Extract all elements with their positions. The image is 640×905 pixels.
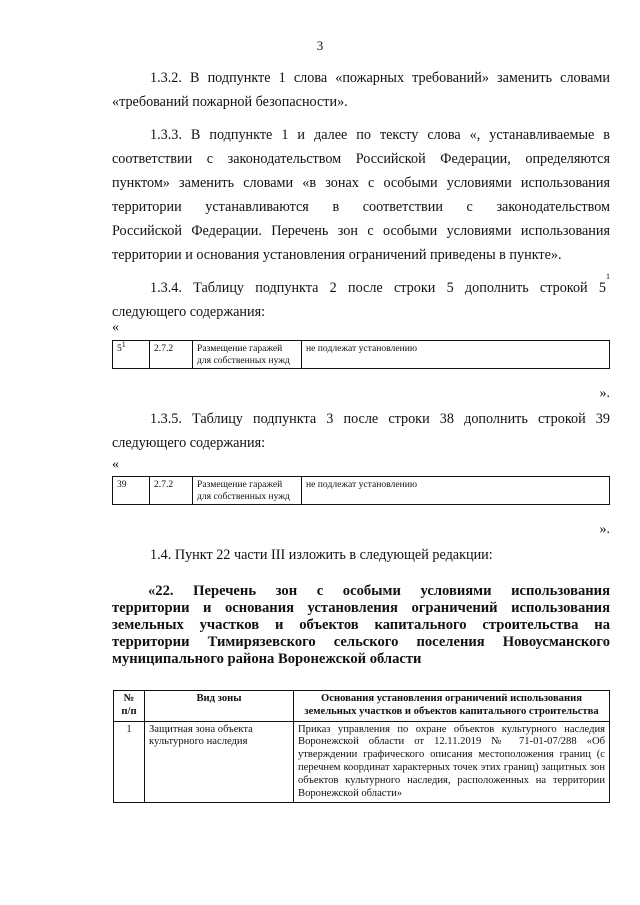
page-number: 3 <box>316 38 324 53</box>
paragraph-1-3-4-text: 1.3.4. Таблицу подпункта 2 после строки 5 дополнить строкой 5 <box>150 280 606 296</box>
heading-line-3: земельных участков и объектов капитального строительства на <box>112 617 610 633</box>
paragraph-1-3-2-line-1: 1.3.2. В подпункте 1 слова «пожарных требований» заменить словами <box>150 70 610 86</box>
paragraph-1-3-3-line-4: территории устанавливаются в соответствии с законодательством <box>112 199 610 215</box>
cell-code: 2.7.2 <box>150 477 193 505</box>
paragraph-1-4: 1.4. Пункт 22 части III изложить в следующей редакции: <box>150 547 493 563</box>
cell-name: Размещение гаражей для собственных нужд <box>193 341 302 369</box>
heading-line-5: муниципального района Воронежской области <box>112 651 422 667</box>
paragraph-1-3-3-line-5: Российской Федерации. Перечень зон с особыми условиями использования <box>112 223 610 239</box>
heading-line-2: территории и основания установления ограничений использования <box>112 600 610 616</box>
superscript: 1 <box>606 272 610 281</box>
table-header-row <box>114 691 610 722</box>
header-zone-type: Вид зоны <box>145 691 294 722</box>
open-quote-2: « <box>112 457 119 472</box>
paragraph-1-3-4-line-1 <box>150 272 610 299</box>
paragraph-1-3-3-line-6: территории и основания установления ограничений приведены в пункте». <box>112 247 562 263</box>
close-quote: ». <box>599 386 610 401</box>
header-basis: Основания установления ограничений использования земельных участков и объектов капитального строительства <box>294 691 610 722</box>
heading-line-1: «22. Перечень зон с особыми условиями использования <box>148 583 610 599</box>
row-number: 1 <box>114 721 145 803</box>
paragraph-1-3-3-line-2: соответствии с законодательством Российской Федерации, определяются <box>112 151 610 167</box>
paragraph-1-3-5-line-1: 1.3.5. Таблицу подпункта 3 после строки 38 дополнить строкой 39 <box>150 411 610 427</box>
open-quote: « <box>112 320 119 335</box>
heading-line-4: территории Тимирязевского сельского поселения Новоусманского <box>112 634 610 650</box>
paragraph-1-3-5-line-2: следующего содержания: <box>112 435 266 451</box>
close-quote-2: ». <box>599 522 610 537</box>
cell-number: 39 <box>113 477 150 505</box>
cell-code: 2.7.2 <box>150 341 193 369</box>
paragraph-1-3-3-line-3: пунктом» заменить словами «в зонах с особыми условиями использования <box>112 175 610 191</box>
insert-table-row-5-1 <box>112 340 610 369</box>
cell-value: не подлежат установлению <box>302 341 610 369</box>
section-22-heading <box>112 583 610 668</box>
paragraph-1-3-4-line-2: следующего содержания: <box>112 304 266 320</box>
cell-name: Размещение гаражей для собственных нужд <box>193 477 302 505</box>
zones-table <box>113 690 610 803</box>
table-row <box>114 721 610 803</box>
cell-value: не подлежат установлению <box>302 477 610 505</box>
row-zone: Защитная зона объекта культурного наследия <box>145 721 294 803</box>
cell-number: $5^1$ <box>113 341 150 369</box>
paragraph-1-3-3-line-1: 1.3.3. В подпункте 1 и далее по тексту слова «, устанавливаемые в <box>150 127 610 143</box>
insert-table-row-39 <box>112 476 610 505</box>
row-basis: Приказ управления по охране объектов культурного наследия Воронежской области от 12.11.2019 № 71-01-07/288 «Об утверждении графического описания местоположения границ (с перечнем координат характерных точек этих границ) защитных зон объектов культурного наследия, расположенных на территории Воронежской области» <box>294 721 610 803</box>
paragraph-1-3-2-line-2: «требований пожарной безопасности». <box>112 94 348 110</box>
header-number: № п/п <box>114 691 145 722</box>
